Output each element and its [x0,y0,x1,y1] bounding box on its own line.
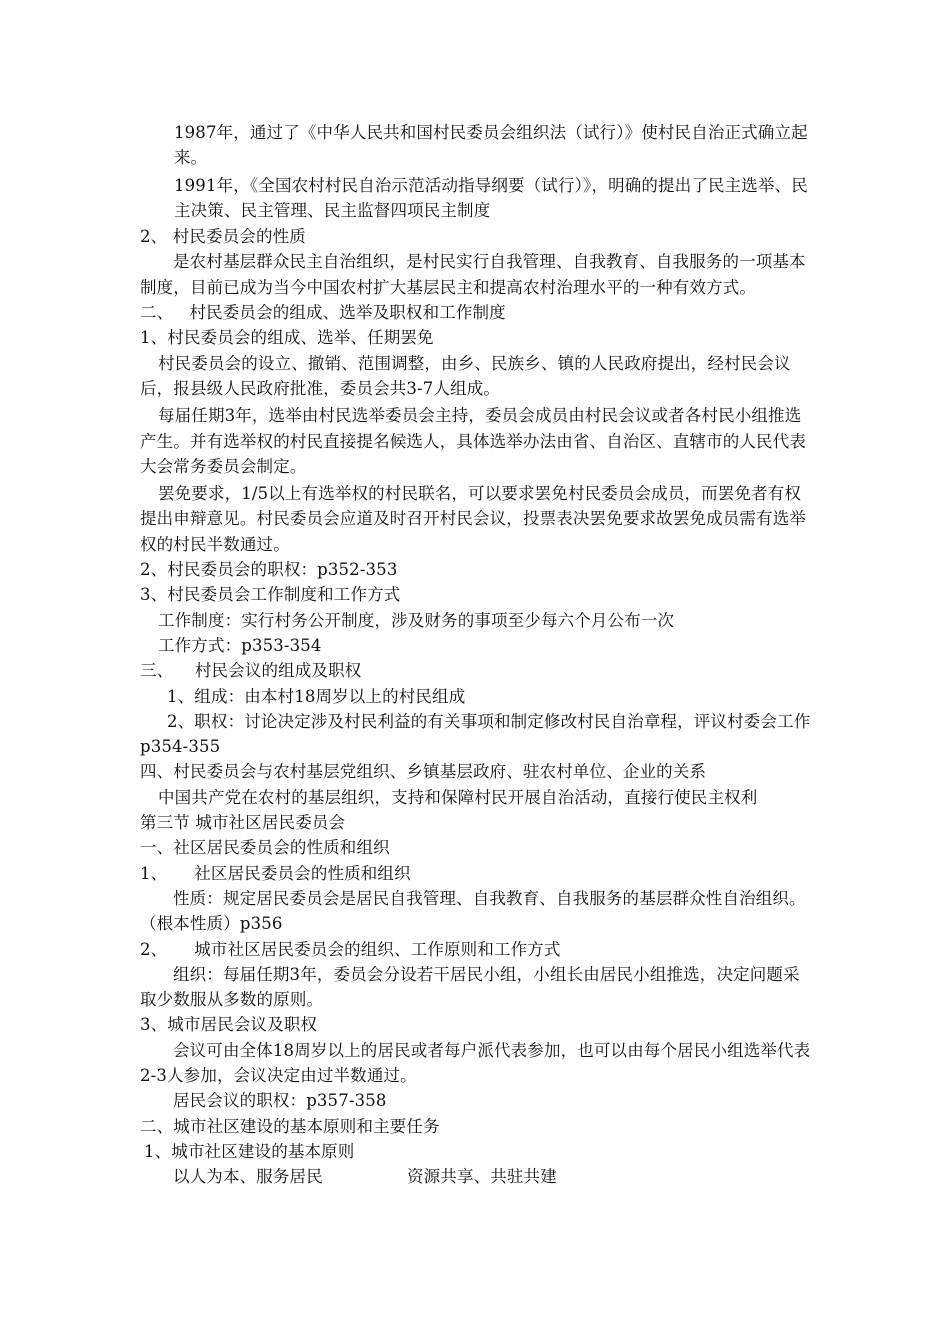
heading-community-organization: 2、 城市社区居民委员会的组织、工作原则和工作方式 [140,939,561,959]
heading-community-committee: 一、社区居民委员会的性质和组织 [140,838,390,858]
paragraph-1991: 1991年，《全国农村村民自治示范活动指导纲要（试行）》，明确的提出了民主选举、民主决策、民主管理、民主监督四项民主制度 [174,175,808,220]
paragraph-village-committee-nature: 是农村基层群众民主自治组织，是村民实行自我管理、自我教育、自我服务的一项基本制度，目前已成为当今中国农村扩大基层民主和提高农村治理水平的一种有效方式。 [140,252,806,297]
heading-basic-principles: 1、城市社区建设的基本原则 [144,1141,355,1161]
document-body [140,120,815,1189]
paragraph-composition: 1、组成：由本村18周岁以上的村民组成 [167,686,466,706]
heading-community-nature: 1、 社区居民委员会的性质和组织 [140,863,411,883]
paragraph-party-organization: 中国共产党在农村的基层组织，支持和保障村民开展自治活动，直接行使民主权利 [158,787,758,807]
paragraph-1987: 1987年，通过了《中华人民共和国村民委员会组织法（试行）》使村民自治正式确立起来。 [174,123,808,168]
paragraph-community-organization: 组织：每届任期3年，委员会分设若干居民小组，小组长由居民小组推选，决定问题采取少数服从多数的原则。 [140,964,800,1010]
paragraph-resident-meeting-powers: 居民会议的职权：p357-358 [173,1091,387,1111]
paragraph-work-method: 工作方式：p353-354 [158,635,322,655]
principles-row [140,1164,815,1189]
paragraph-powers: 2、职权：讨论决定涉及村民利益的有关事项和制定修改村民自治章程，评议村委会工作p354-355 [140,711,811,757]
heading-resident-meeting: 3、城市居民会议及职权 [140,1015,318,1035]
heading-section-two: 二、 村民委员会的组成、选举及职权和工作制度 [140,303,506,323]
paragraph-community-nature: 性质：规定居民委员会是居民自我管理、自我教育、自我服务的基层群众性自治组织。（根本性质）p356 [140,888,806,934]
paragraph-establishment: 村民委员会的设立、撤销、范围调整，由乡、民族乡、镇的人民政府提出，经村民会议后，报县级人民政府批准，委员会共3-7人组成。 [140,353,791,398]
paragraph-resident-meeting: 会议可由全体18周岁以上的居民或者每户派代表参加，也可以由每个居民小组选举代表2-3人参加，会议决定由过半数通过。 [140,1040,811,1085]
principle-resource-sharing: 资源共享、共驻共建 [407,1167,557,1187]
heading-chapter-three: 第三节 城市社区居民委员会 [140,813,346,833]
heading-composition-election: 1、村民委员会的组成、选举、任期罢免 [140,328,434,348]
heading-village-committee-nature: 2、 村民委员会的性质 [140,227,306,247]
heading-section-four: 四、村民委员会与农村基层党组织、乡镇基层政府、驻农村单位、企业的关系 [140,762,707,782]
heading-community-construction: 二、城市社区建设的基本原则和主要任务 [140,1116,440,1136]
paragraph-work-system: 工作制度：实行村务公开制度，涉及财务的事项至少每六个月公布一次 [158,610,675,630]
paragraph-term-election: 每届任期3年，选举由村民选举委员会主持，委员会成员由村民会议或者各村民小组推选产生。并有选举权的村民直接提名候选人，具体选举办法由省、自治区、直辖市的人民代表大会常务委员会制定。 [140,406,806,476]
heading-work-system: 3、村民委员会工作制度和工作方式 [140,585,401,605]
paragraph-recall: 罢免要求，1/5以上有选举权的村民联名，可以要求罢免村民委员会成员，而罢免者有权提出申辩意见。村民委员会应道及时召开村民会议，投票表决罢免要求故罢免成员需有选举权的村民半数通过。 [140,484,806,554]
principle-people-oriented: 以人为本、服务居民 [173,1167,323,1187]
heading-section-three: 三、 村民会议的组成及职权 [140,661,362,681]
heading-committee-powers: 2、村民委员会的职权：p352-353 [140,560,398,580]
